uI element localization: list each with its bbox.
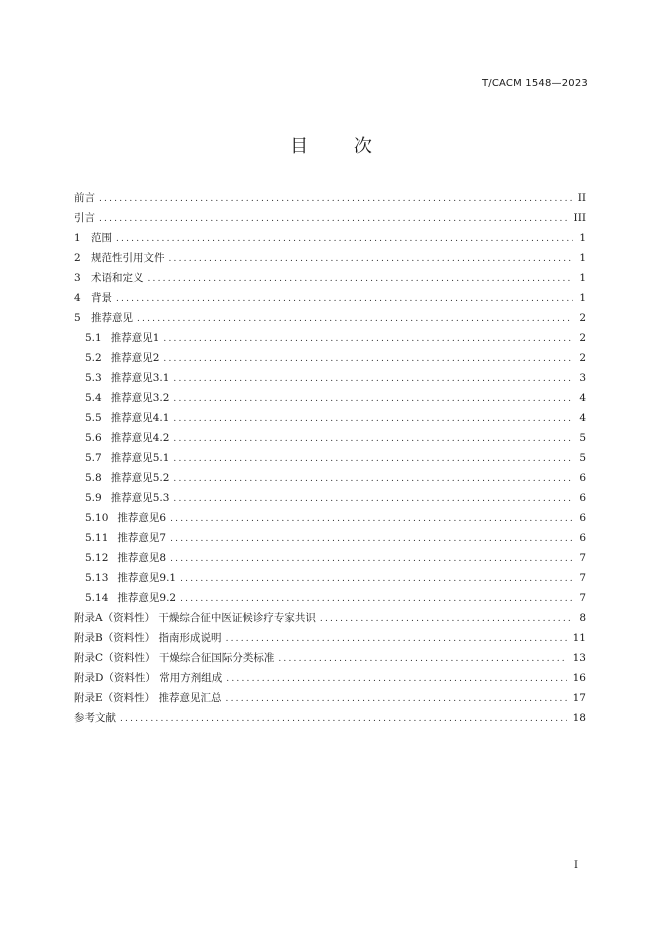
toc-entry[interactable]	[74, 192, 586, 212]
toc-entry-page: 5	[579, 432, 586, 444]
toc-dot-leader	[170, 513, 573, 525]
toc-entry-page: 16	[572, 672, 586, 684]
toc-dot-leader	[173, 493, 573, 505]
table-of-contents	[74, 192, 586, 732]
page-title: 目 次	[290, 136, 392, 157]
toc-entry-page: 1	[579, 272, 586, 284]
toc-entry-page: 2	[579, 332, 586, 344]
toc-entry-page: 1	[579, 232, 586, 244]
toc-entry-number: 1	[74, 232, 81, 244]
toc-entry-page: 13	[572, 652, 586, 664]
toc-entry-page: 5	[579, 452, 586, 464]
toc-entry-page: 4	[579, 412, 586, 424]
toc-entry[interactable]	[74, 412, 586, 432]
footer-page-number: I	[574, 860, 578, 871]
toc-entry-number: 5.11	[85, 532, 109, 544]
toc-entry[interactable]	[74, 452, 586, 472]
toc-entry-number: 5.9	[85, 492, 102, 504]
toc-entry[interactable]	[74, 292, 586, 312]
toc-dot-leader	[116, 233, 573, 245]
toc-dot-leader	[226, 693, 567, 705]
toc-entry-page: III	[573, 212, 586, 224]
toc-entry-page: 11	[572, 632, 586, 644]
toc-dot-leader	[99, 213, 568, 225]
toc-entry-page: 18	[572, 712, 586, 724]
toc-entry-number: 5.12	[85, 552, 109, 564]
toc-entry-page: 1	[579, 292, 586, 304]
toc-entry-label: 推荐意见3.2	[110, 392, 170, 404]
toc-dot-leader	[180, 593, 573, 605]
toc-entry[interactable]	[74, 712, 586, 732]
toc-entry-page: 7	[579, 592, 586, 604]
toc-entry-label: 推荐意见8	[117, 552, 167, 564]
toc-entry-label: 推荐意见7	[117, 532, 167, 544]
toc-dot-leader	[173, 413, 573, 425]
toc-entry-label: 推荐意见3.1	[110, 372, 170, 384]
toc-entry[interactable]	[74, 572, 586, 592]
toc-entry-number: 5.8	[85, 472, 102, 484]
toc-entry-page: II	[577, 192, 586, 204]
toc-dot-leader	[120, 713, 567, 725]
toc-entry-label: 推荐意见1	[110, 332, 160, 344]
toc-entry[interactable]	[74, 352, 586, 372]
toc-entry-label: 推荐意见9.2	[117, 592, 177, 604]
toc-entry[interactable]	[74, 432, 586, 452]
toc-entry-label: 规范性引用文件	[91, 252, 165, 264]
toc-entry[interactable]	[74, 212, 586, 232]
toc-entry-page: 2	[579, 312, 586, 324]
toc-entry-label: 推荐意见2	[110, 352, 160, 364]
toc-entry-label: 附录B（资料性） 指南形成说明	[74, 632, 222, 644]
toc-dot-leader	[163, 333, 573, 345]
toc-entry-label: 推荐意见5.3	[110, 492, 170, 504]
toc-entry-number: 5.10	[85, 512, 109, 524]
toc-entry-number: 5.5	[85, 412, 102, 424]
toc-entry-number: 5.13	[85, 572, 109, 584]
toc-entry[interactable]	[74, 592, 586, 612]
toc-entry-label: 推荐意见5.1	[110, 452, 170, 464]
toc-entry-label: 背景	[91, 292, 112, 304]
toc-entry-number: 5.14	[85, 592, 109, 604]
toc-entry[interactable]	[74, 472, 586, 492]
toc-entry-page: 1	[579, 252, 586, 264]
toc-entry-page: 7	[579, 552, 586, 564]
toc-entry[interactable]	[74, 672, 586, 692]
toc-entry-page: 4	[579, 392, 586, 404]
toc-dot-leader	[170, 533, 573, 545]
toc-entry-page: 3	[579, 372, 586, 384]
toc-dot-leader	[320, 613, 573, 625]
toc-dot-leader	[173, 473, 573, 485]
toc-entry-label: 推荐意见	[91, 312, 133, 324]
toc-entry[interactable]	[74, 252, 586, 272]
toc-dot-leader	[170, 553, 573, 565]
toc-entry-label: 推荐意见6	[117, 512, 167, 524]
toc-dot-leader	[116, 293, 573, 305]
toc-entry[interactable]	[74, 272, 586, 292]
toc-entry-page: 17	[572, 692, 586, 704]
toc-entry-page: 6	[579, 512, 586, 524]
toc-entry-number: 5	[74, 312, 81, 324]
toc-dot-leader	[99, 193, 572, 205]
toc-entry-page: 7	[579, 572, 586, 584]
toc-entry-label: 推荐意见5.2	[110, 472, 170, 484]
toc-entry-number: 4	[74, 292, 81, 304]
toc-entry[interactable]	[74, 492, 586, 512]
toc-dot-leader	[278, 653, 566, 665]
toc-entry[interactable]	[74, 532, 586, 552]
toc-entry-label: 前言	[74, 192, 95, 204]
toc-entry[interactable]	[74, 372, 586, 392]
toc-dot-leader	[163, 353, 573, 365]
toc-entry[interactable]	[74, 552, 586, 572]
toc-entry-label: 参考文献	[74, 712, 116, 724]
toc-entry[interactable]	[74, 612, 586, 632]
toc-dot-leader	[173, 373, 573, 385]
toc-entry[interactable]	[74, 652, 586, 672]
toc-entry-number: 5.2	[85, 352, 102, 364]
toc-entry[interactable]	[74, 312, 586, 332]
toc-entry-label: 推荐意见9.1	[117, 572, 177, 584]
toc-entry-page: 6	[579, 492, 586, 504]
toc-entry-label: 附录C（资料性） 干燥综合征国际分类标准	[74, 652, 275, 664]
toc-entry-number: 5.6	[85, 432, 102, 444]
toc-dot-leader	[180, 573, 573, 585]
toc-entry-page: 6	[579, 532, 586, 544]
toc-dot-leader	[173, 453, 573, 465]
toc-entry-page: 6	[579, 472, 586, 484]
toc-entry-label: 附录E（资料性） 推荐意见汇总	[74, 692, 222, 704]
toc-entry-number: 2	[74, 252, 81, 264]
toc-entry-label: 范围	[91, 232, 112, 244]
toc-dot-leader	[173, 393, 573, 405]
toc-entry[interactable]	[74, 232, 586, 252]
toc-entry-page: 2	[579, 352, 586, 364]
toc-dot-leader	[137, 313, 573, 325]
toc-entry-number: 5.3	[85, 372, 102, 384]
toc-entry[interactable]	[74, 392, 586, 412]
toc-entry-label: 术语和定义	[91, 272, 144, 284]
toc-entry[interactable]	[74, 512, 586, 532]
toc-entry[interactable]	[74, 632, 586, 652]
toc-entry-label: 引言	[74, 212, 95, 224]
document-code: T/CACM 1548—2023	[481, 78, 588, 89]
toc-entry[interactable]	[74, 692, 586, 712]
toc-entry-label: 推荐意见4.2	[110, 432, 170, 444]
toc-entry[interactable]	[74, 332, 586, 352]
toc-dot-leader	[148, 273, 574, 285]
toc-entry-number: 5.1	[85, 332, 102, 344]
toc-entry-number: 3	[74, 272, 81, 284]
toc-dot-leader	[226, 633, 567, 645]
toc-entry-label: 附录D（资料性） 常用方剂组成	[74, 672, 223, 684]
toc-dot-leader	[173, 433, 573, 445]
toc-entry-label: 附录A（资料性） 干燥综合征中医证候诊疗专家共识	[74, 612, 316, 624]
toc-entry-number: 5.4	[85, 392, 102, 404]
toc-dot-leader	[226, 673, 566, 685]
toc-dot-leader	[169, 253, 574, 265]
toc-entry-page: 8	[579, 612, 586, 624]
toc-entry-number: 5.7	[85, 452, 102, 464]
toc-entry-label: 推荐意见4.1	[110, 412, 170, 424]
